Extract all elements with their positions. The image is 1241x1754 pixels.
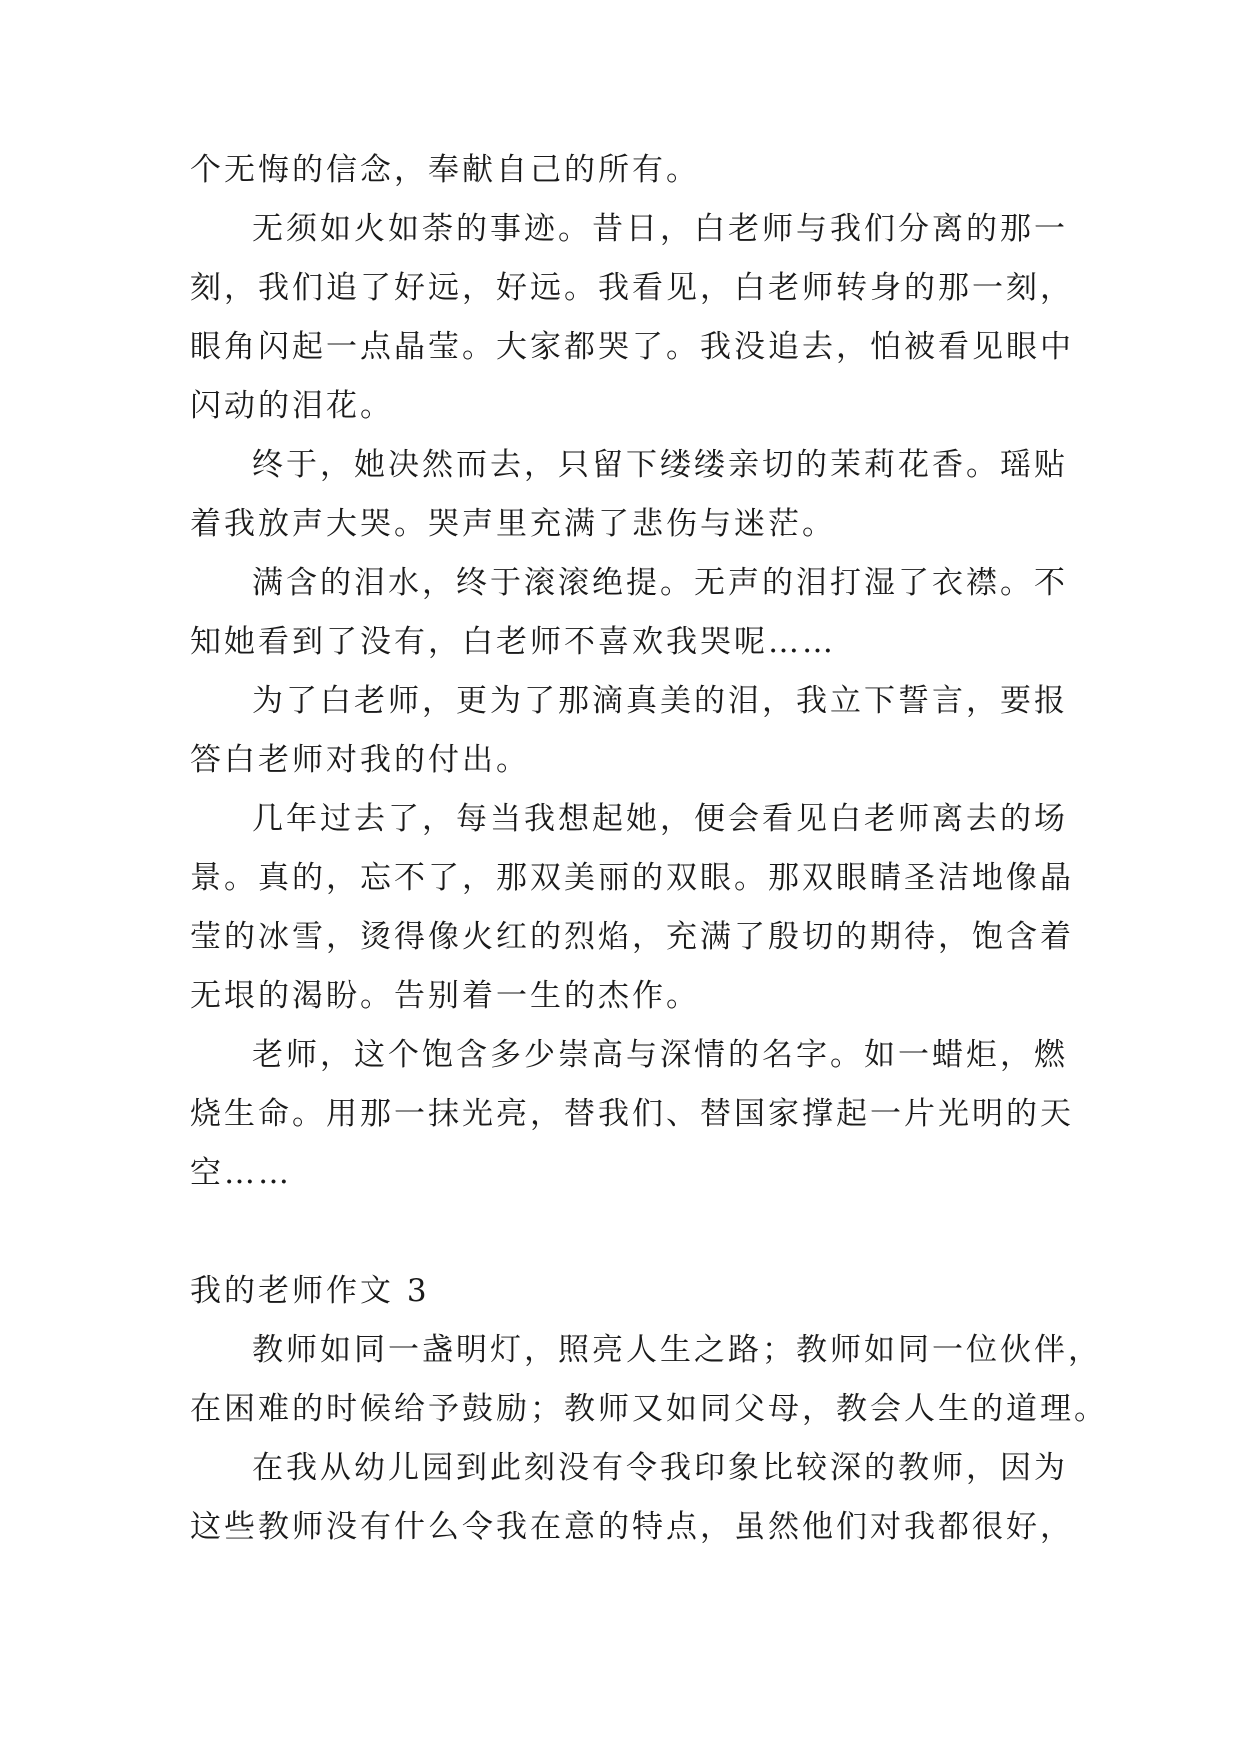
paragraph-start-line: 终于，她决然而去，只留下缕缕亲切的茉莉花香。瑶贴 [252,447,1068,483]
paragraph-start-line: 为了白老师，更为了那滴真美的泪，我立下誓言，要报 [252,683,1068,719]
text-line: 在困难的时候给予鼓励；教师又如同父母，教会人生的道理。 [190,1391,1108,1427]
section-heading: 我的老师作文 3 [190,1273,430,1309]
paragraph-start-line: 老师，这个饱含多少崇高与深情的名字。如一蜡炬，燃 [252,1037,1068,1073]
text-line: 无垠的渴盼。告别着一生的杰作。 [190,978,700,1014]
text-line: 烧生命。用那一抹光亮，替我们、替国家撑起一片光明的天 [190,1096,1074,1132]
text-line: 着我放声大哭。哭声里充满了悲伤与迷茫。 [190,506,836,542]
paragraph-start-line: 满含的泪水，终于滚滚绝提。无声的泪打湿了衣襟。不 [252,565,1068,601]
paragraph-start-line: 教师如同一盏明灯，照亮人生之路；教师如同一位伙伴， [252,1332,1102,1368]
text-line: 这些教师没有什么令我在意的特点，虽然他们对我都很好， [190,1509,1074,1545]
paragraph-start-line: 无须如火如荼的事迹。昔日，白老师与我们分离的那一 [252,211,1068,247]
text-line: 刻，我们追了好远，好远。我看见，白老师转身的那一刻， [190,270,1074,306]
text-line: 莹的冰雪，烫得像火红的烈焰，充满了殷切的期待，饱含着 [190,919,1074,955]
text-line: 个无悔的信念，奉献自己的所有。 [190,152,700,188]
text-line: 闪动的泪花。 [190,388,394,424]
text-line: 知她看到了没有，白老师不喜欢我哭呢…… [190,624,836,660]
paragraph-start-line: 在我从幼儿园到此刻没有令我印象比较深的教师，因为 [252,1450,1068,1486]
paragraph-start-line: 几年过去了，每当我想起她，便会看见白老师离去的场 [252,801,1068,837]
text-line: 答白老师对我的付出。 [190,742,530,778]
text-line: 眼角闪起一点晶莹。大家都哭了。我没追去，怕被看见眼中 [190,329,1074,365]
text-line: 空…… [190,1155,292,1191]
text-line: 景。真的，忘不了，那双美丽的双眼。那双眼睛圣洁地像晶 [190,860,1074,896]
